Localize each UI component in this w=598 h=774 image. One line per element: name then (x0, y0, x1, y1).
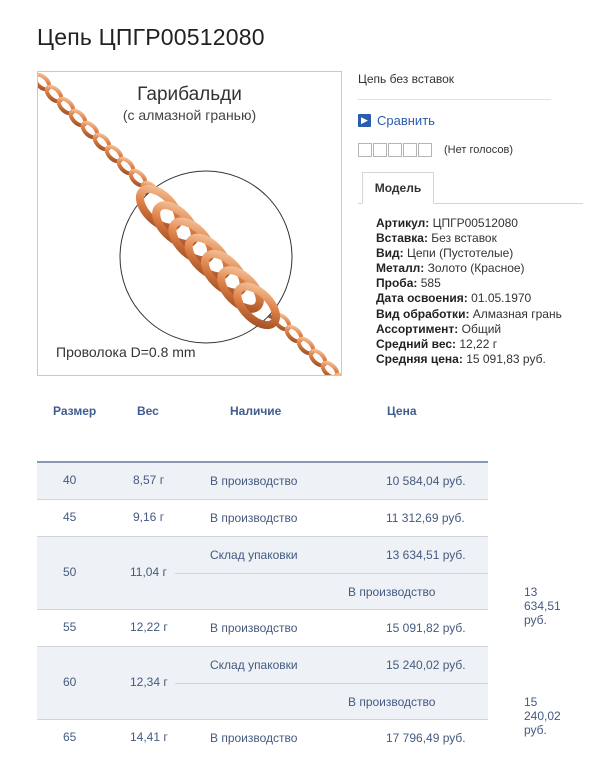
rating-star-icon[interactable] (388, 143, 402, 157)
chain-name: Гарибальди (137, 84, 242, 105)
weight-cell: 14,41 г (130, 730, 168, 744)
table-header (37, 404, 487, 422)
spec-label: Артикул: (376, 216, 430, 230)
table-row (37, 537, 488, 573)
spec-label: Вставка: (376, 231, 428, 246)
spec-row (376, 231, 562, 246)
spec-label: Металл: (376, 261, 425, 276)
table-row (37, 463, 488, 499)
spec-value: Без вставок (431, 231, 497, 246)
tab-model[interactable]: Модель (362, 172, 434, 204)
availability-cell: Склад упаковки (210, 548, 298, 562)
spec-label: Средний вес: (376, 336, 457, 351)
table-row-group (37, 461, 488, 499)
price-cell: 15 240,02 руб. (524, 695, 561, 737)
spec-label: Ассортимент: (376, 321, 459, 336)
spec-label: Вид: (376, 246, 404, 261)
spec-row (376, 261, 562, 276)
spec-value: 15 091,83 руб. (466, 351, 546, 366)
table-row-group (37, 719, 488, 756)
size-cell: 40 (63, 473, 77, 487)
spec-row (376, 307, 562, 322)
spec-label: Средняя цена: (376, 351, 463, 366)
weight-cell: 8,57 г (133, 473, 165, 487)
page-title: Цепь ЦПГР00512080 (37, 24, 265, 50)
spec-value: Цепи (Пустотелые) (407, 246, 514, 261)
divider (358, 99, 551, 100)
product-image[interactable] (37, 71, 342, 376)
spec-value: Золото (Красное) (427, 261, 525, 276)
availability-cell: В производство (210, 511, 298, 525)
table-row-group (37, 499, 488, 536)
spec-value: Общий (461, 321, 502, 336)
sizes-table (37, 461, 561, 756)
spec-label: Дата освоения: (376, 291, 468, 306)
spec-row (376, 322, 562, 337)
weight-cell: 11,04 г (130, 565, 167, 579)
table-row-group (37, 609, 488, 646)
weight-cell: 9,16 г (133, 510, 165, 524)
rating-star-icon[interactable] (403, 143, 417, 157)
chevron-right-icon: ▶ (358, 114, 371, 127)
table-row (37, 720, 488, 756)
spec-row (376, 276, 562, 291)
spec-row (376, 291, 562, 306)
price-cell: 15 091,82 руб. (386, 621, 466, 635)
rating-star-icon[interactable] (358, 143, 372, 157)
header-weight[interactable]: Вес (137, 404, 159, 418)
weight-cell: 12,34 г (130, 675, 168, 689)
spec-label: Вид обработки: (376, 306, 470, 321)
votes-count: (Нет голосов) (444, 144, 514, 156)
spec-value: 585 (420, 276, 441, 291)
availability-cell: В производство (210, 474, 298, 488)
table-row (37, 647, 488, 683)
availability-cell: В производство (348, 695, 436, 709)
spec-value: Алмазная грань (472, 306, 562, 321)
price-cell: 13 634,51 руб. (386, 548, 466, 562)
spec-value: 01.05.1970 (471, 291, 532, 306)
spec-row (376, 216, 562, 231)
availability-cell: В производство (348, 585, 436, 599)
chain-subtitle: (с алмазной гранью) (122, 107, 257, 123)
header-price[interactable]: Цена (387, 404, 417, 418)
table-row (175, 573, 561, 627)
table-row (175, 683, 561, 737)
price-cell: 17 796,49 руб. (386, 731, 466, 745)
compare-link[interactable] (358, 113, 435, 128)
spec-label: Проба: (376, 276, 418, 291)
availability-cell: В производство (210, 621, 298, 635)
rating-star-icon[interactable] (418, 143, 432, 157)
table-row (37, 500, 488, 536)
rating-star-icon[interactable] (373, 143, 387, 157)
spec-value: 12,22 г (459, 336, 498, 351)
weight-cell: 12,22 г (130, 620, 168, 634)
price-cell: 11 312,69 руб. (386, 511, 465, 525)
spec-value: ЦПГР00512080 (432, 216, 518, 230)
spec-row (376, 337, 562, 352)
price-cell: 10 584,04 руб. (386, 474, 466, 488)
compare-label: Сравнить (377, 113, 435, 128)
availability-cell: В производство (210, 731, 298, 745)
spec-row (376, 246, 562, 261)
size-cell: 60 (63, 675, 77, 689)
size-cell: 45 (63, 510, 77, 524)
header-availability[interactable]: Наличие (230, 404, 282, 418)
spec-row (376, 352, 562, 367)
price-cell: 15 240,02 руб. (386, 658, 466, 672)
rating-widget (358, 143, 513, 157)
price-cell: 13 634,51 руб. (524, 585, 561, 627)
size-cell: 55 (63, 620, 77, 634)
specs-list (376, 216, 562, 367)
header-size[interactable]: Размер (53, 404, 97, 418)
table-row (37, 610, 488, 646)
size-cell: 65 (63, 730, 77, 744)
wire-diameter: Проволока D=0.8 mm (56, 344, 196, 360)
availability-cell: Склад упаковки (210, 658, 298, 672)
size-cell: 50 (63, 565, 77, 579)
insert-info: Цепь без вставок (358, 72, 455, 86)
